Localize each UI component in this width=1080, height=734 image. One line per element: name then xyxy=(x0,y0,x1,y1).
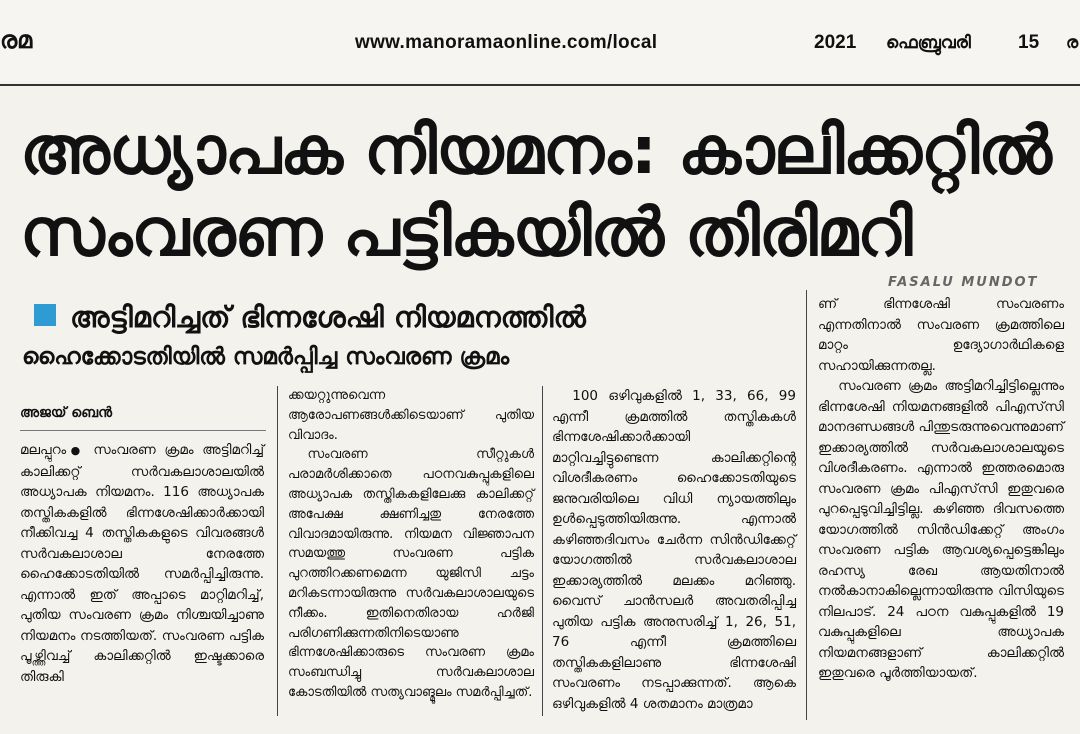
website-url: www.manoramaonline.com/local xyxy=(355,32,658,53)
column-divider xyxy=(542,386,543,716)
subheadline-line-2: ഹൈക്കോടതിയിൽ സമർപ്പിച്ച സംവരണ ക്രമം xyxy=(22,344,510,370)
paragraph: ണ് ഭിന്നശേഷി സംവരണം എന്നതിനാൽ സംവരണ ക്രമത്തിലെ മാറ്റം ഉദ്യോഗാർഥികളെ സഹായിക്കുന്നതല്ല. xyxy=(818,296,1064,374)
issue-year: 2021 xyxy=(814,32,857,53)
issue-month: ഫെബ്രുവരി xyxy=(886,33,971,53)
byline-rule xyxy=(20,430,266,431)
cut-off-edge-text: ര xyxy=(1066,33,1079,53)
article-column-4 xyxy=(818,294,1064,684)
paragraph: ക്കയറ്റുന്നുവെന്ന ആരോപണങ്ങൾക്കിടെയാണ് പുതിയ വിവാദം. xyxy=(288,388,534,443)
paragraph: 100 ഒഴിവുകളിൽ 1, 33, 66, 99 എന്നീ ക്രമത്തിൽ തസ്തികകൾ ഭിന്നശേഷിക്കാർക്കായി മാറ്റിവച്ചിട്ടുണ്ടെന്ന കാലിക്കറ്റിന്റെ വിശദീകരണം ഹൈക്കോടതിയുടെ ജനുവരിയിലെ വിധി ന്യായത്തിലും ഉൾപ്പെടുത്തിയിരുന്നു. എന്നാൽ കഴിഞ്ഞദിവസം ചേർന്ന സിൻഡിക്കേറ്റ് യോഗത്തിൽ സർവകലാശാല ഇക്കാര്യത്തിൽ മലക്കം മറിഞ്ഞു. വൈസ് ചാൻസലർ അവതരിപ്പിച്ച പുതിയ പട്ടിക അനുസരിച്ച് 1, 26, 51, 76 എന്നീ ക്രമത്തിലെ തസ്തികകളിലാണു ഭിന്നശേഷി സംവരണം നടപ്പാക്കുന്നത്. ആകെ ഒഴിവുകളിൽ 4 ശതമാനം മാത്രമാ xyxy=(552,388,796,712)
byline: അജയ് ബെൻ xyxy=(20,405,113,421)
article-column-3 xyxy=(552,386,796,714)
paragraph xyxy=(20,440,264,687)
photo-credit-watermark: FASALU MUNDOT xyxy=(888,275,1039,290)
paragraph-text: സംവരണ ക്രമം അട്ടിമറിച്ച് കാലിക്കറ്റ് സർവകലാശാലയിൽ അധ്യാപക നിയമനം. 116 അധ്യാപക തസ്തികകളിൽ ഭിന്നശേഷിക്കാർക്കായി നീക്കിവച്ച 4 തസ്തികകളുടെ വിവരങ്ങൾ സർവകലാശാല നേരത്തേ ഹൈക്കോടതിയിൽ സമർപ്പിച്ചിരുന്നു. എന്നാൽ ഇത് അപ്പാടെ മാറ്റിമറിച്ച്, പുതിയ സംവരണ ക്രമം നിശ്ചയിച്ചാണു നിയമനം നടത്തിയത്. സംവരണ പട്ടിക പൂഴ്ത്തിവച്ച് കാലിക്കറ്റിൽ ഇഷ്ടക്കാരെ തിരുകി xyxy=(20,442,265,685)
paragraph: സംവരണ ക്രമം അട്ടിമറിച്ചിട്ടില്ലെന്നും ഭിന്നശേഷി നിയമനങ്ങളിൽ പിഎസ്‌സി മാനദണ്ഡങ്ങൾ പിന്തുടരുന്നുവെന്നുമാണ് ഇക്കാര്യത്തിൽ സർവകലാശാലയുടെ വിശദീകരണം. എന്നാൽ ഇത്തരമൊരു സംവരണ ക്രമം പിഎസ്‌സി ഇതുവരെ പുറപ്പെടുവിച്ചിട്ടില്ല. കഴിഞ്ഞ ദിവസത്തെ യോഗത്തിൽ സിൻഡിക്കേറ്റ് അംഗം സംവരണ പട്ടിക ആവശ്യപ്പെട്ടെങ്കിലും രഹസ്യ രേഖ ആയതിനാൽ നൽകാനാകില്ലെന്നായിരുന്നു വിസിയുടെ നിലപാട്. 24 പഠന വകുപ്പുകളിൽ 19 വകുപ്പുകളിലെ അധ്യാപക നിയമനങ്ങളാണ് കാലിക്കറ്റിൽ ഇതുവരെ പൂർത്തിയായത്. xyxy=(818,378,1064,681)
subheadline-line-1: അട്ടിമറിച്ചത് ഭിന്നശേഷി നിയമനത്തിൽ xyxy=(70,300,586,334)
subhead-bullet-square xyxy=(34,304,56,326)
column-divider xyxy=(277,386,278,716)
article-column-2 xyxy=(288,386,534,703)
issue-day: 15 xyxy=(1018,32,1040,53)
headline-line-2: സംവരണ പട്ടികയിൽ തിരിമറി xyxy=(20,194,912,271)
dateline-bullet-icon: ● xyxy=(66,444,85,457)
dateline: മലപ്പുറം xyxy=(20,442,67,458)
header-rule xyxy=(0,84,1080,86)
paragraph: സംവരണ സീറ്റുകൾ പരാമർശിക്കാതെ പഠനവകുപ്പുകളിലെ അധ്യാപക തസ്തികകളിലേക്കു കാലിക്കറ്റ് അപേക്ഷ ക്ഷണിച്ചതു നേരത്തേ വിവാദമായിരുന്നു. നിയമന വിജ്ഞാപന സമയത്തു സംവരണ പട്ടിക പുറത്തിറക്കണമെന്ന യുജിസി ചട്ടം മറികടന്നായിരുന്നു സർവകലാശാലയുടെ നീക്കം. ഇതിനെതിരായ ഹർജി പരിഗണിക്കുന്നതിനിടെയാണു ഭിന്നശേഷിക്കാരുടെ സംവരണ ക്രമം സംബന്ധിച്ചു സർവകലാശാല കോടതിയിൽ സത്യവാങ്മൂലം സമർപ്പിച്ചത്. xyxy=(288,447,534,700)
column-divider xyxy=(806,290,807,720)
page-header xyxy=(0,0,1080,82)
headline-line-1: അധ്യാപക നിയമനം: കാലിക്കറ്റിൽ xyxy=(20,112,1051,189)
masthead-fragment: രമ xyxy=(0,26,33,54)
article-column-1 xyxy=(20,440,264,687)
